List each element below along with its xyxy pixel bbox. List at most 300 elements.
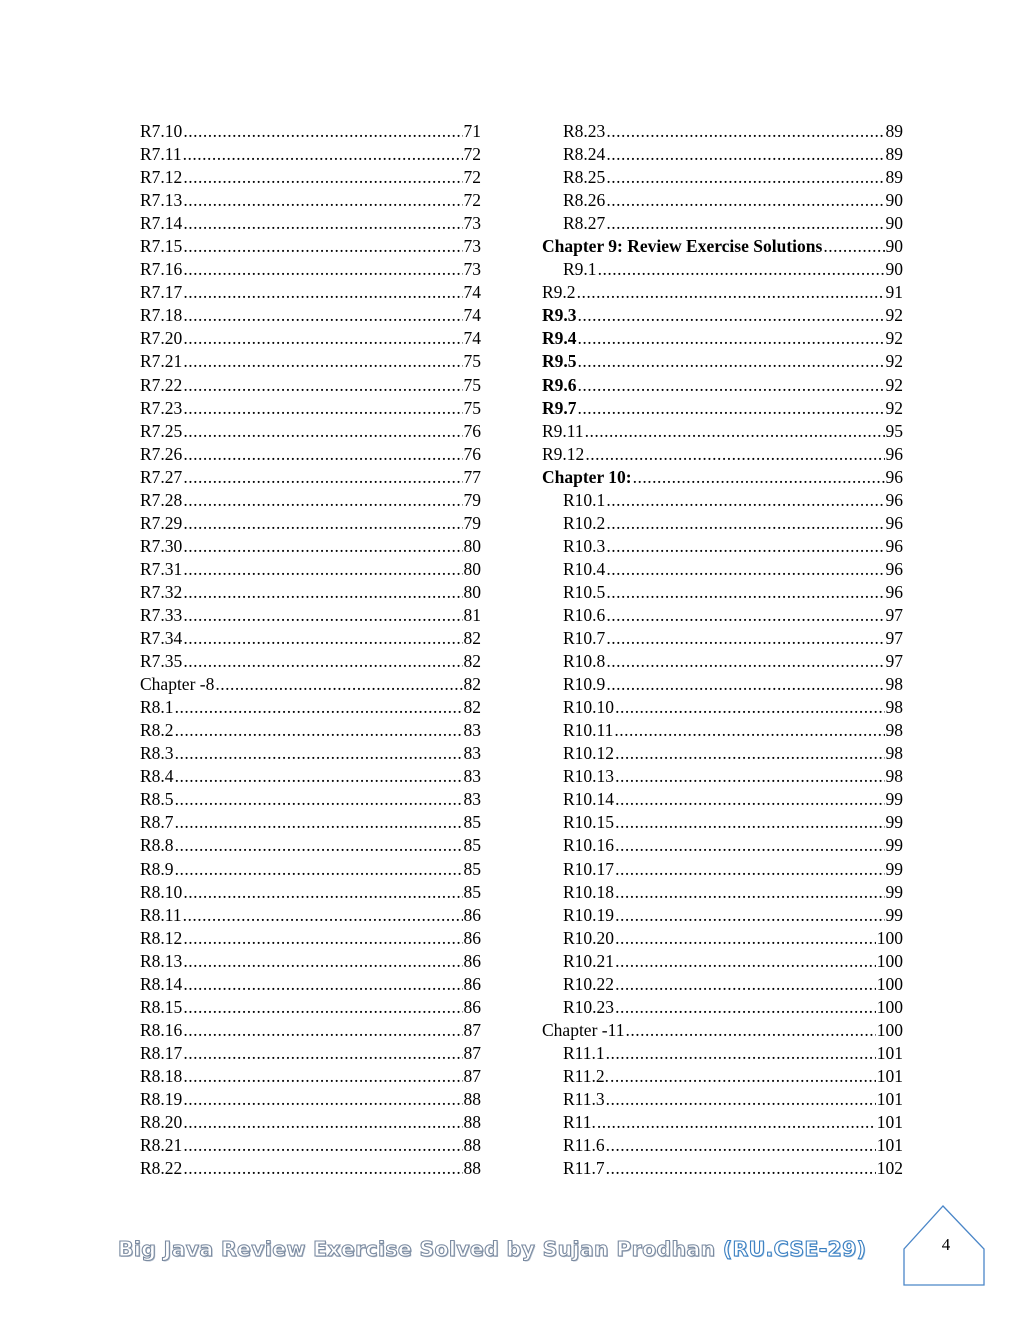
toc-entry[interactable] <box>542 1088 903 1111</box>
toc-entry[interactable] <box>140 350 481 373</box>
toc-entry-label: R7.28 <box>140 489 183 510</box>
toc-entry[interactable] <box>542 327 903 350</box>
toc-entry-page: 92 <box>885 374 903 395</box>
toc-dot-leader <box>183 489 462 512</box>
toc-entry[interactable] <box>542 604 903 627</box>
toc-dot-leader <box>625 1019 875 1042</box>
toc-dot-leader <box>615 927 876 950</box>
toc-entry-page: 96 <box>885 443 903 464</box>
toc-entry-label: R11.3 <box>563 1088 605 1109</box>
toc-entry[interactable] <box>140 1157 481 1180</box>
toc-entry-label: R10.22 <box>563 973 615 994</box>
toc-dot-leader <box>183 258 462 281</box>
toc-entry[interactable] <box>542 512 903 535</box>
toc-entry-page: 80 <box>463 558 481 579</box>
toc-entry-page: 95 <box>885 420 903 441</box>
toc-entry-label: R7.33 <box>140 604 183 625</box>
toc-dot-leader <box>577 281 885 304</box>
toc-entry[interactable] <box>542 834 903 857</box>
toc-entry-page: 76 <box>463 443 481 464</box>
toc-entry-label: R8.7 <box>140 812 174 833</box>
toc-dot-leader <box>183 881 462 904</box>
toc-dot-leader <box>183 443 462 466</box>
toc-entry-label: R8.4 <box>140 766 174 787</box>
toc-entry[interactable] <box>542 788 903 811</box>
toc-entry-label: R7.35 <box>140 651 183 672</box>
toc-entry-label: R8.20 <box>140 1112 183 1133</box>
toc-dot-leader <box>175 765 463 788</box>
toc-entry[interactable] <box>140 212 481 235</box>
toc-entry-label: R10.11 <box>563 720 614 741</box>
toc-entry[interactable] <box>542 627 903 650</box>
toc-entry-page: 75 <box>463 374 481 395</box>
toc-entry-page: 98 <box>885 766 903 787</box>
toc-entry-label: R7.31 <box>140 558 183 579</box>
toc-dot-leader <box>175 858 463 881</box>
toc-entry[interactable] <box>542 189 903 212</box>
toc-entry-label: R9.1 <box>563 259 597 280</box>
toc-entry-label: R7.34 <box>140 628 183 649</box>
toc-entry[interactable] <box>140 719 481 742</box>
toc-entry-page: 100 <box>876 973 903 994</box>
toc-entry[interactable] <box>542 258 903 281</box>
toc-entry[interactable] <box>542 281 903 304</box>
toc-entry-label: R9.2 <box>542 282 576 303</box>
toc-entry[interactable] <box>542 927 903 950</box>
toc-entry-page: 82 <box>463 651 481 672</box>
toc-entry-label: R7.32 <box>140 581 183 602</box>
toc-entry-page: 83 <box>463 789 481 810</box>
toc-entry[interactable] <box>542 1111 903 1134</box>
toc-dot-leader <box>615 973 876 996</box>
toc-entry[interactable] <box>140 627 481 650</box>
toc-entry-page: 90 <box>885 190 903 211</box>
toc-entry-label: R10.1 <box>563 489 606 510</box>
footer-title <box>118 1237 866 1261</box>
page-number: 4 <box>941 1235 951 1254</box>
toc-dot-leader <box>823 235 884 258</box>
toc-dot-leader <box>183 627 462 650</box>
toc-dot-leader <box>606 143 884 166</box>
toc-entry[interactable] <box>140 1088 481 1111</box>
toc-dot-leader <box>183 604 462 627</box>
toc-entry-page: 102 <box>876 1158 903 1179</box>
toc-entry[interactable] <box>542 420 903 443</box>
toc-entry-page: 99 <box>885 881 903 902</box>
toc-entry[interactable] <box>140 858 481 881</box>
toc-dot-leader <box>175 719 463 742</box>
toc-entry[interactable] <box>140 1111 481 1134</box>
toc-entry[interactable] <box>140 304 481 327</box>
toc-entry-page: 85 <box>463 812 481 833</box>
toc-entry[interactable] <box>542 673 903 696</box>
toc-entry-label: R9.7 <box>542 397 577 418</box>
toc-entry-page: 74 <box>463 328 481 349</box>
toc-entry-label: Chapter 9: Review Exercise Solutions <box>542 236 823 257</box>
toc-dot-leader <box>183 1157 462 1180</box>
toc-entry-page: 82 <box>463 628 481 649</box>
toc-entry-label: R10.16 <box>563 835 615 856</box>
toc-entry-page: 92 <box>885 397 903 418</box>
toc-dot-leader <box>598 258 885 281</box>
toc-entry-label: R10.2 <box>563 512 606 533</box>
toc-entry-page: 96 <box>885 489 903 510</box>
toc-entry-page: 82 <box>463 697 481 718</box>
toc-entry[interactable] <box>542 212 903 235</box>
toc-entry[interactable] <box>542 489 903 512</box>
toc-entry-page: 89 <box>885 144 903 165</box>
toc-entry[interactable] <box>140 558 481 581</box>
toc-entry[interactable] <box>542 650 903 673</box>
toc-entry[interactable] <box>542 996 903 1019</box>
toc-entry[interactable] <box>140 189 481 212</box>
footer-title-text: Big Java Review Exercise Solved by Sujan Prodhan <box>118 1237 723 1261</box>
toc-entry-page: 74 <box>463 282 481 303</box>
toc-dot-leader <box>615 696 884 719</box>
toc-entry-page: 101 <box>876 1088 903 1109</box>
toc-entry[interactable] <box>140 973 481 996</box>
toc-entry-label: R8.21 <box>140 1135 183 1156</box>
toc-dot-leader <box>183 420 462 443</box>
toc-entry[interactable] <box>140 1134 481 1157</box>
toc-entry[interactable] <box>542 581 903 604</box>
toc-entry-label: R9.4 <box>542 328 577 349</box>
toc-entry[interactable] <box>140 927 481 950</box>
toc-dot-leader <box>183 581 462 604</box>
toc-entry[interactable] <box>140 811 481 834</box>
toc-dot-leader <box>183 166 462 189</box>
toc-dot-leader <box>183 374 462 397</box>
toc-entry[interactable] <box>542 973 903 996</box>
toc-entry-label: Chapter -11 <box>542 1019 625 1040</box>
toc-entry[interactable] <box>542 765 903 788</box>
toc-entry-page: 97 <box>885 651 903 672</box>
toc-dot-leader <box>183 535 462 558</box>
toc-entry-page: 99 <box>885 812 903 833</box>
toc-entry[interactable] <box>140 650 481 673</box>
toc-entry-label: R8.19 <box>140 1088 183 1109</box>
toc-entry[interactable] <box>140 1019 481 1042</box>
toc-entry-page: 92 <box>885 305 903 326</box>
toc-entry[interactable] <box>542 120 903 143</box>
toc-entry-label: R10.7 <box>563 628 606 649</box>
toc-entry[interactable] <box>542 1042 903 1065</box>
toc-entry-page: 86 <box>463 996 481 1017</box>
toc-entry-page: 80 <box>463 581 481 602</box>
toc-dot-leader <box>585 443 884 466</box>
toc-entry-page: 96 <box>885 558 903 579</box>
toc-dot-leader <box>615 788 884 811</box>
toc-entry[interactable] <box>140 397 481 420</box>
toc-entry[interactable] <box>140 443 481 466</box>
toc-dot-leader <box>633 466 885 489</box>
toc-entry[interactable] <box>140 235 481 258</box>
toc-entry-page: 72 <box>463 190 481 211</box>
toc-dot-leader <box>175 696 463 719</box>
toc-entry[interactable] <box>140 996 481 1019</box>
toc-entry[interactable] <box>140 489 481 512</box>
footer-title-accent: (RU.CSE-29) <box>722 1237 867 1261</box>
toc-dot-leader <box>606 166 884 189</box>
toc-entry-label: R8.14 <box>140 973 183 994</box>
toc-entry-page: 92 <box>885 351 903 372</box>
toc-entry[interactable] <box>542 374 903 397</box>
toc-dot-leader <box>615 950 876 973</box>
toc-entry[interactable] <box>542 881 903 904</box>
toc-entry-label: Chapter 10: <box>542 466 632 487</box>
toc-entry[interactable] <box>542 904 903 927</box>
toc-entry-page: 98 <box>885 697 903 718</box>
toc-entry[interactable] <box>140 374 481 397</box>
toc-entry-page: 73 <box>463 213 481 234</box>
toc-entry-page: 89 <box>885 121 903 141</box>
toc-right-column <box>542 120 903 1180</box>
toc-entry-label: R8.9 <box>140 858 174 879</box>
toc-dot-leader <box>183 1134 462 1157</box>
toc-entry-page: 72 <box>463 167 481 188</box>
toc-entry-page: 96 <box>885 581 903 602</box>
toc-dot-leader <box>615 881 884 904</box>
toc-entry-label: R8.12 <box>140 927 183 948</box>
toc-entry-label: R11.7 <box>563 1158 605 1179</box>
toc-entry-label: R11.2. <box>563 1065 610 1086</box>
toc-dot-leader <box>606 650 884 673</box>
toc-entry-page: 91 <box>885 282 903 303</box>
toc-dot-leader <box>615 811 884 834</box>
toc-entry-label: R8.24 <box>563 144 606 165</box>
toc-dot-leader <box>606 558 884 581</box>
toc-entry[interactable] <box>140 420 481 443</box>
toc-entry[interactable] <box>542 397 903 420</box>
toc-entry-label: R8.22 <box>140 1158 183 1179</box>
toc-entry[interactable] <box>140 166 481 189</box>
toc-entry-page: 83 <box>463 720 481 741</box>
toc-dot-leader <box>578 397 885 420</box>
toc-entry-page: 86 <box>463 973 481 994</box>
toc-entry-page: 97 <box>885 628 903 649</box>
toc-dot-leader <box>610 1065 876 1088</box>
toc-entry-label: R9.12 <box>542 443 585 464</box>
toc-entry[interactable] <box>140 120 481 143</box>
toc-entry-label: R7.21 <box>140 351 183 372</box>
toc-entry-page: 101 <box>876 1112 903 1133</box>
toc-entry-page: 79 <box>463 489 481 510</box>
toc-entry-page: 74 <box>463 305 481 326</box>
toc-entry-label: R8.13 <box>140 950 183 971</box>
toc-entry[interactable] <box>140 765 481 788</box>
toc-entry-label: Chapter -8 <box>140 674 215 695</box>
toc-entry-label: R10.18 <box>563 881 615 902</box>
toc-entry-page: 85 <box>463 835 481 856</box>
toc-dot-leader <box>175 788 463 811</box>
toc-entry-page: 100 <box>876 996 903 1017</box>
toc-entry-page: 88 <box>463 1158 481 1179</box>
toc-dot-leader <box>183 973 462 996</box>
toc-entry-page: 89 <box>885 167 903 188</box>
toc-entry-label: R10.9 <box>563 674 606 695</box>
toc-dot-leader <box>183 120 462 143</box>
toc-entry-label: R8.11 <box>140 904 182 925</box>
toc-entry[interactable] <box>542 443 903 466</box>
toc-dot-leader <box>606 673 884 696</box>
toc-entry-label: R10.17 <box>563 858 615 879</box>
toc-dot-leader <box>606 120 884 143</box>
toc-entry-page: 75 <box>463 397 481 418</box>
toc-entry-label: R8.18 <box>140 1065 183 1086</box>
toc-dot-leader <box>183 927 462 950</box>
toc-entry-page: 99 <box>885 904 903 925</box>
toc-entry[interactable] <box>542 1065 903 1088</box>
toc-dot-leader <box>183 1111 462 1134</box>
toc-entry-label: R7.16 <box>140 259 183 280</box>
toc-entry[interactable] <box>542 950 903 973</box>
toc-entry-label: R10.3 <box>563 535 606 556</box>
toc-entry[interactable] <box>140 834 481 857</box>
toc-entry-page: 90 <box>885 259 903 280</box>
toc-entry[interactable] <box>542 811 903 834</box>
toc-entry[interactable] <box>140 281 481 304</box>
toc-entry-label: R8.16 <box>140 1019 183 1040</box>
toc-dot-leader <box>183 1042 462 1065</box>
toc-entry-page: 88 <box>463 1112 481 1133</box>
toc-entry[interactable] <box>542 558 903 581</box>
toc-entry[interactable] <box>542 143 903 166</box>
toc-entry-label: R8.27 <box>563 213 606 234</box>
toc-entry-page: 100 <box>876 950 903 971</box>
toc-dot-leader <box>183 327 462 350</box>
toc-dot-leader <box>606 512 884 535</box>
toc-entry[interactable] <box>140 143 481 166</box>
toc-dot-leader <box>615 765 884 788</box>
toc-entry[interactable] <box>140 1065 481 1088</box>
toc-entry[interactable] <box>140 742 481 765</box>
toc-entry-page: 97 <box>885 604 903 625</box>
toc-entry[interactable] <box>140 512 481 535</box>
toc-entry[interactable] <box>542 350 903 373</box>
toc-entry[interactable] <box>542 696 903 719</box>
toc-entry[interactable] <box>140 258 481 281</box>
toc-entry-page: 98 <box>885 674 903 695</box>
toc-entry-page: 100 <box>876 927 903 948</box>
toc-dot-leader <box>606 1088 876 1111</box>
toc-entry-page: 99 <box>885 858 903 879</box>
toc-entry[interactable] <box>542 166 903 189</box>
toc-entry-label: R10.20 <box>563 927 615 948</box>
toc-entry[interactable] <box>542 1157 903 1180</box>
toc-entry-page: 88 <box>463 1088 481 1109</box>
toc-dot-leader <box>183 143 463 166</box>
toc-entry-page: 101 <box>876 1065 903 1086</box>
toc-dot-leader <box>606 1042 876 1065</box>
toc-entry[interactable] <box>542 535 903 558</box>
toc-dot-leader <box>183 397 462 420</box>
toc-dot-leader <box>615 742 884 765</box>
toc-dot-leader <box>606 581 884 604</box>
toc-entry-label: R10.5 <box>563 581 606 602</box>
toc-entry-page: 96 <box>885 466 903 487</box>
toc-entry[interactable] <box>140 581 481 604</box>
toc-entry[interactable] <box>542 858 903 881</box>
toc-entry-page: 88 <box>463 1135 481 1156</box>
toc-entry-page: 85 <box>463 858 481 879</box>
toc-entry-label: R8.3 <box>140 743 174 764</box>
toc-dot-leader <box>183 466 462 489</box>
toc-dot-leader <box>615 834 884 857</box>
toc-entry[interactable] <box>140 604 481 627</box>
toc-entry[interactable] <box>140 1042 481 1065</box>
toc-entry-label: R10.6 <box>563 604 606 625</box>
toc-entry-page: 82 <box>463 674 481 695</box>
toc-dot-leader <box>578 327 885 350</box>
toc-dot-leader <box>183 904 463 927</box>
toc-entry-page: 96 <box>885 535 903 556</box>
toc-dot-leader <box>606 489 884 512</box>
toc-entry[interactable] <box>140 904 481 927</box>
toc-entry-page: 79 <box>463 512 481 533</box>
toc-dot-leader <box>606 535 884 558</box>
toc-entry[interactable] <box>542 466 903 489</box>
toc-dot-leader <box>183 350 462 373</box>
toc-entry-page: 86 <box>463 950 481 971</box>
toc-entry-page: 100 <box>876 1019 903 1040</box>
toc-dot-leader <box>606 212 884 235</box>
toc-entry-page: 87 <box>463 1042 481 1063</box>
toc-entry-label: R10.19 <box>563 904 615 925</box>
toc-dot-leader <box>183 650 462 673</box>
toc-dot-leader <box>183 235 462 258</box>
toc-entry-label: R9.6 <box>542 374 577 395</box>
toc-entry[interactable] <box>542 1134 903 1157</box>
toc-entry-label: R8.2 <box>140 720 174 741</box>
toc-entry[interactable] <box>140 535 481 558</box>
toc-entry-label: R8.15 <box>140 996 183 1017</box>
toc-entry[interactable] <box>542 235 903 258</box>
toc-entry-label: R7.23 <box>140 397 183 418</box>
toc-entry-page: 75 <box>463 351 481 372</box>
toc-dot-leader <box>578 374 885 397</box>
toc-entry-label: R11. <box>563 1112 596 1133</box>
toc-entry[interactable] <box>542 1019 903 1042</box>
toc-entry-label: R7.17 <box>140 282 183 303</box>
toc-entry-label: R8.25 <box>563 167 606 188</box>
toc-entry[interactable] <box>140 327 481 350</box>
toc-dot-leader <box>183 996 462 1019</box>
toc-dot-leader <box>614 719 884 742</box>
toc-entry[interactable] <box>140 788 481 811</box>
toc-dot-leader <box>606 604 884 627</box>
toc-entry[interactable] <box>542 719 903 742</box>
toc-entry-page: 85 <box>463 881 481 902</box>
toc-entry[interactable] <box>140 950 481 973</box>
toc-entry-label: R7.29 <box>140 512 183 533</box>
toc-entry-page: 83 <box>463 743 481 764</box>
toc-entry[interactable] <box>140 673 481 696</box>
toc-entry[interactable] <box>140 881 481 904</box>
toc-entry-page: 98 <box>885 720 903 741</box>
toc-dot-leader <box>597 1111 876 1134</box>
toc-entry-page: 77 <box>463 466 481 487</box>
toc-entry-label: R10.12 <box>563 743 615 764</box>
toc-entry[interactable] <box>542 304 903 327</box>
toc-entry[interactable] <box>140 466 481 489</box>
toc-entry-label: R8.23 <box>563 121 606 141</box>
toc-entry[interactable] <box>140 696 481 719</box>
toc-entry-label: R11.1 <box>563 1042 605 1063</box>
toc-entry-label: R7.14 <box>140 213 183 234</box>
toc-entry[interactable] <box>542 742 903 765</box>
toc-entry-label: R10.4 <box>563 558 606 579</box>
toc-entry-label: R10.15 <box>563 812 615 833</box>
